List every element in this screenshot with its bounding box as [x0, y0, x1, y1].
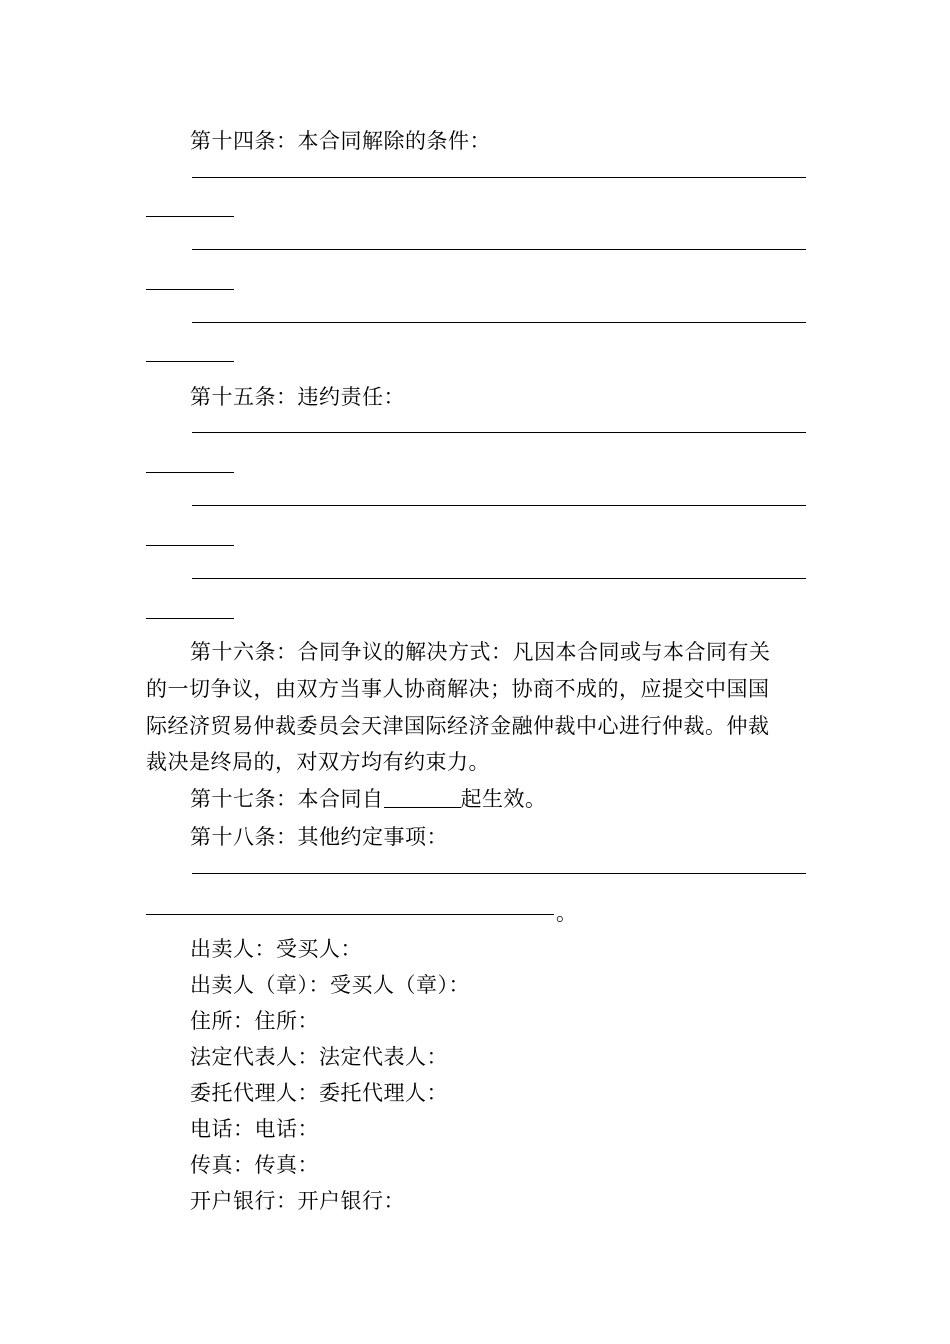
- article-18-title: 第十八条：其他约定事项：: [190, 825, 448, 849]
- article-16-line-2: 的一切争议，由双方当事人协商解决；协商不成的，应提交中国国: [146, 677, 770, 701]
- blank-line-continuation[interactable]: [146, 361, 234, 362]
- signature-seal: 出卖人（章）：受买人（章）：: [190, 973, 470, 997]
- blank-line[interactable]: [192, 873, 806, 874]
- article-18-end-period: 。: [556, 901, 577, 925]
- blank-line[interactable]: [192, 505, 806, 506]
- blank-line[interactable]: [192, 432, 806, 433]
- blank-line-continuation[interactable]: [146, 289, 234, 290]
- blank-line[interactable]: [192, 249, 806, 250]
- signature-bank: 开户银行：开户银行：: [190, 1189, 405, 1213]
- article-16-line-4: 裁决是终局的，对双方均有约束力。: [146, 750, 490, 774]
- signature-agent: 委托代理人：委托代理人：: [190, 1081, 448, 1105]
- blank-line[interactable]: [192, 177, 806, 178]
- signature-address: 住所：住所：: [190, 1009, 319, 1033]
- blank-line[interactable]: [192, 578, 806, 579]
- article-17-before: 第十七条：本合同自: [190, 787, 384, 811]
- blank-line-continuation[interactable]: [146, 216, 234, 217]
- blank-line-continuation[interactable]: [146, 914, 554, 915]
- article-15-title: 第十五条：违约责任：: [190, 385, 405, 409]
- signature-legal-rep: 法定代表人：法定代表人：: [190, 1045, 448, 1069]
- article-16-line-3: 际经济贸易仲裁委员会天津国际经济金融仲裁中心进行仲裁。仲裁: [146, 714, 770, 738]
- article-14-title: 第十四条：本合同解除的条件：: [190, 129, 491, 153]
- blank-line[interactable]: [192, 322, 806, 323]
- signature-fax: 传真：传真：: [190, 1153, 319, 1177]
- blank-line-continuation[interactable]: [146, 545, 234, 546]
- article-17: [190, 783, 547, 813]
- blank-line-continuation[interactable]: [146, 472, 234, 473]
- article-17-after: 起生效。: [460, 787, 547, 811]
- article-16-line-1: 第十六条：合同争议的解决方式：凡因本合同或与本合同有关: [190, 640, 771, 664]
- blank-line-continuation[interactable]: [146, 618, 234, 619]
- signature-parties: 出卖人：受买人：: [190, 937, 362, 961]
- signature-phone: 电话：电话：: [190, 1117, 319, 1141]
- effective-date-blank[interactable]: [384, 787, 461, 808]
